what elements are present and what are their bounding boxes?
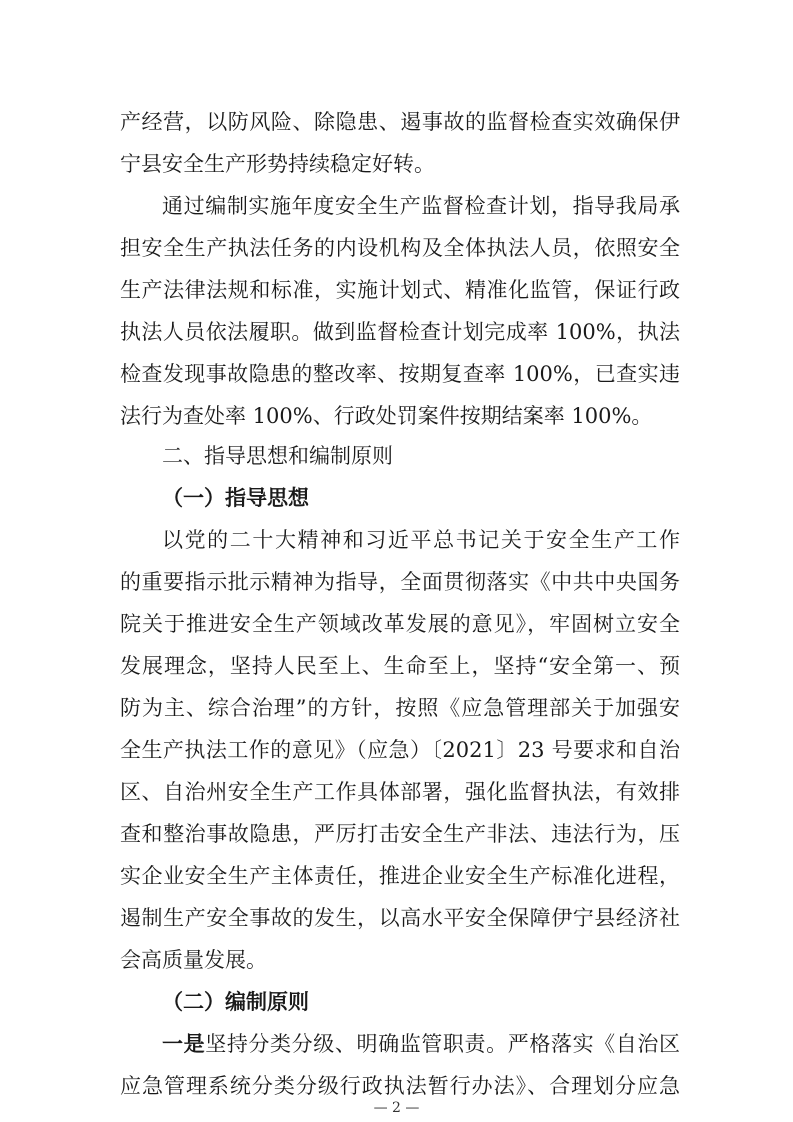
paragraph-line: 发展理念，坚持人民至上、生命至上，坚持“安全第一、预 [120, 654, 680, 678]
paragraph-line: 担安全生产执法任务的内设机构及全体执法人员，依照安全 [120, 236, 680, 260]
paragraph-line: 以党的二十大精神和习近平总书记关于安全生产工作 [162, 528, 680, 552]
paragraph-line: 的重要指示批示精神为指导，全面贯彻落实《中共中央国务 [120, 570, 680, 594]
lead-text: 坚持分类分级、明确监管职责。严格落实《自治区 [205, 1032, 680, 1056]
section-heading: 二、指导思想和编制原则 [162, 444, 393, 468]
paragraph-line: 防为主、综合治理”的方针，按照《应急管理部关于加强安 [120, 696, 680, 720]
paragraph-line: 执法人员依法履职。做到监督检查计划完成率 100%，执法 [120, 320, 680, 344]
page-number: — 2 — [373, 1100, 420, 1116]
paragraph-line [162, 1029, 680, 1059]
lead-word: 一是 [162, 1031, 206, 1056]
paragraph-line: 生产法律法规和标准，实施计划式、精准化监管，保证行政 [120, 278, 680, 302]
paragraph-line: 查和整治事故隐患，严厉打击安全生产非法、违法行为，压 [120, 822, 680, 846]
paragraph-line: 应急管理系统分类分级行政执法暂行办法》、合理划分应急 [120, 1074, 680, 1098]
subsection-heading: （二）编制原则 [162, 989, 309, 1014]
paragraph-line: 全生产执法工作的意见》（应急）〔2021〕23 号要求和自治 [120, 738, 680, 762]
paragraph-line: 院关于推进安全生产领域改革发展的意见》，牢固树立安全 [120, 612, 680, 636]
paragraph-line: 实企业安全生产主体责任，推进企业安全生产标准化进程， [120, 864, 680, 888]
paragraph-line: 检查发现事故隐患的整改率、按期复查率 100%，已查实违 [120, 362, 680, 386]
paragraph-line: 通过编制实施年度安全生产监督检查计划，指导我局承 [162, 194, 680, 218]
subsection-heading: （一）指导思想 [162, 485, 309, 510]
paragraph-line: 法行为查处率 100%、行政处罚案件按期结案率 100%。 [120, 404, 653, 428]
paragraph-line: 宁县安全生产形势持续稳定好转。 [120, 152, 435, 176]
paragraph-line: 会高质量发展。 [120, 948, 267, 972]
paragraph-line: 遏制生产安全事故的发生，以高水平安全保障伊宁县经济社 [120, 906, 680, 930]
paragraph-line: 产经营，以防风险、除隐患、遏事故的监督检查实效确保伊 [120, 110, 680, 134]
paragraph-line: 区、自治州安全生产工作具体部署，强化监督执法，有效排 [120, 780, 680, 804]
